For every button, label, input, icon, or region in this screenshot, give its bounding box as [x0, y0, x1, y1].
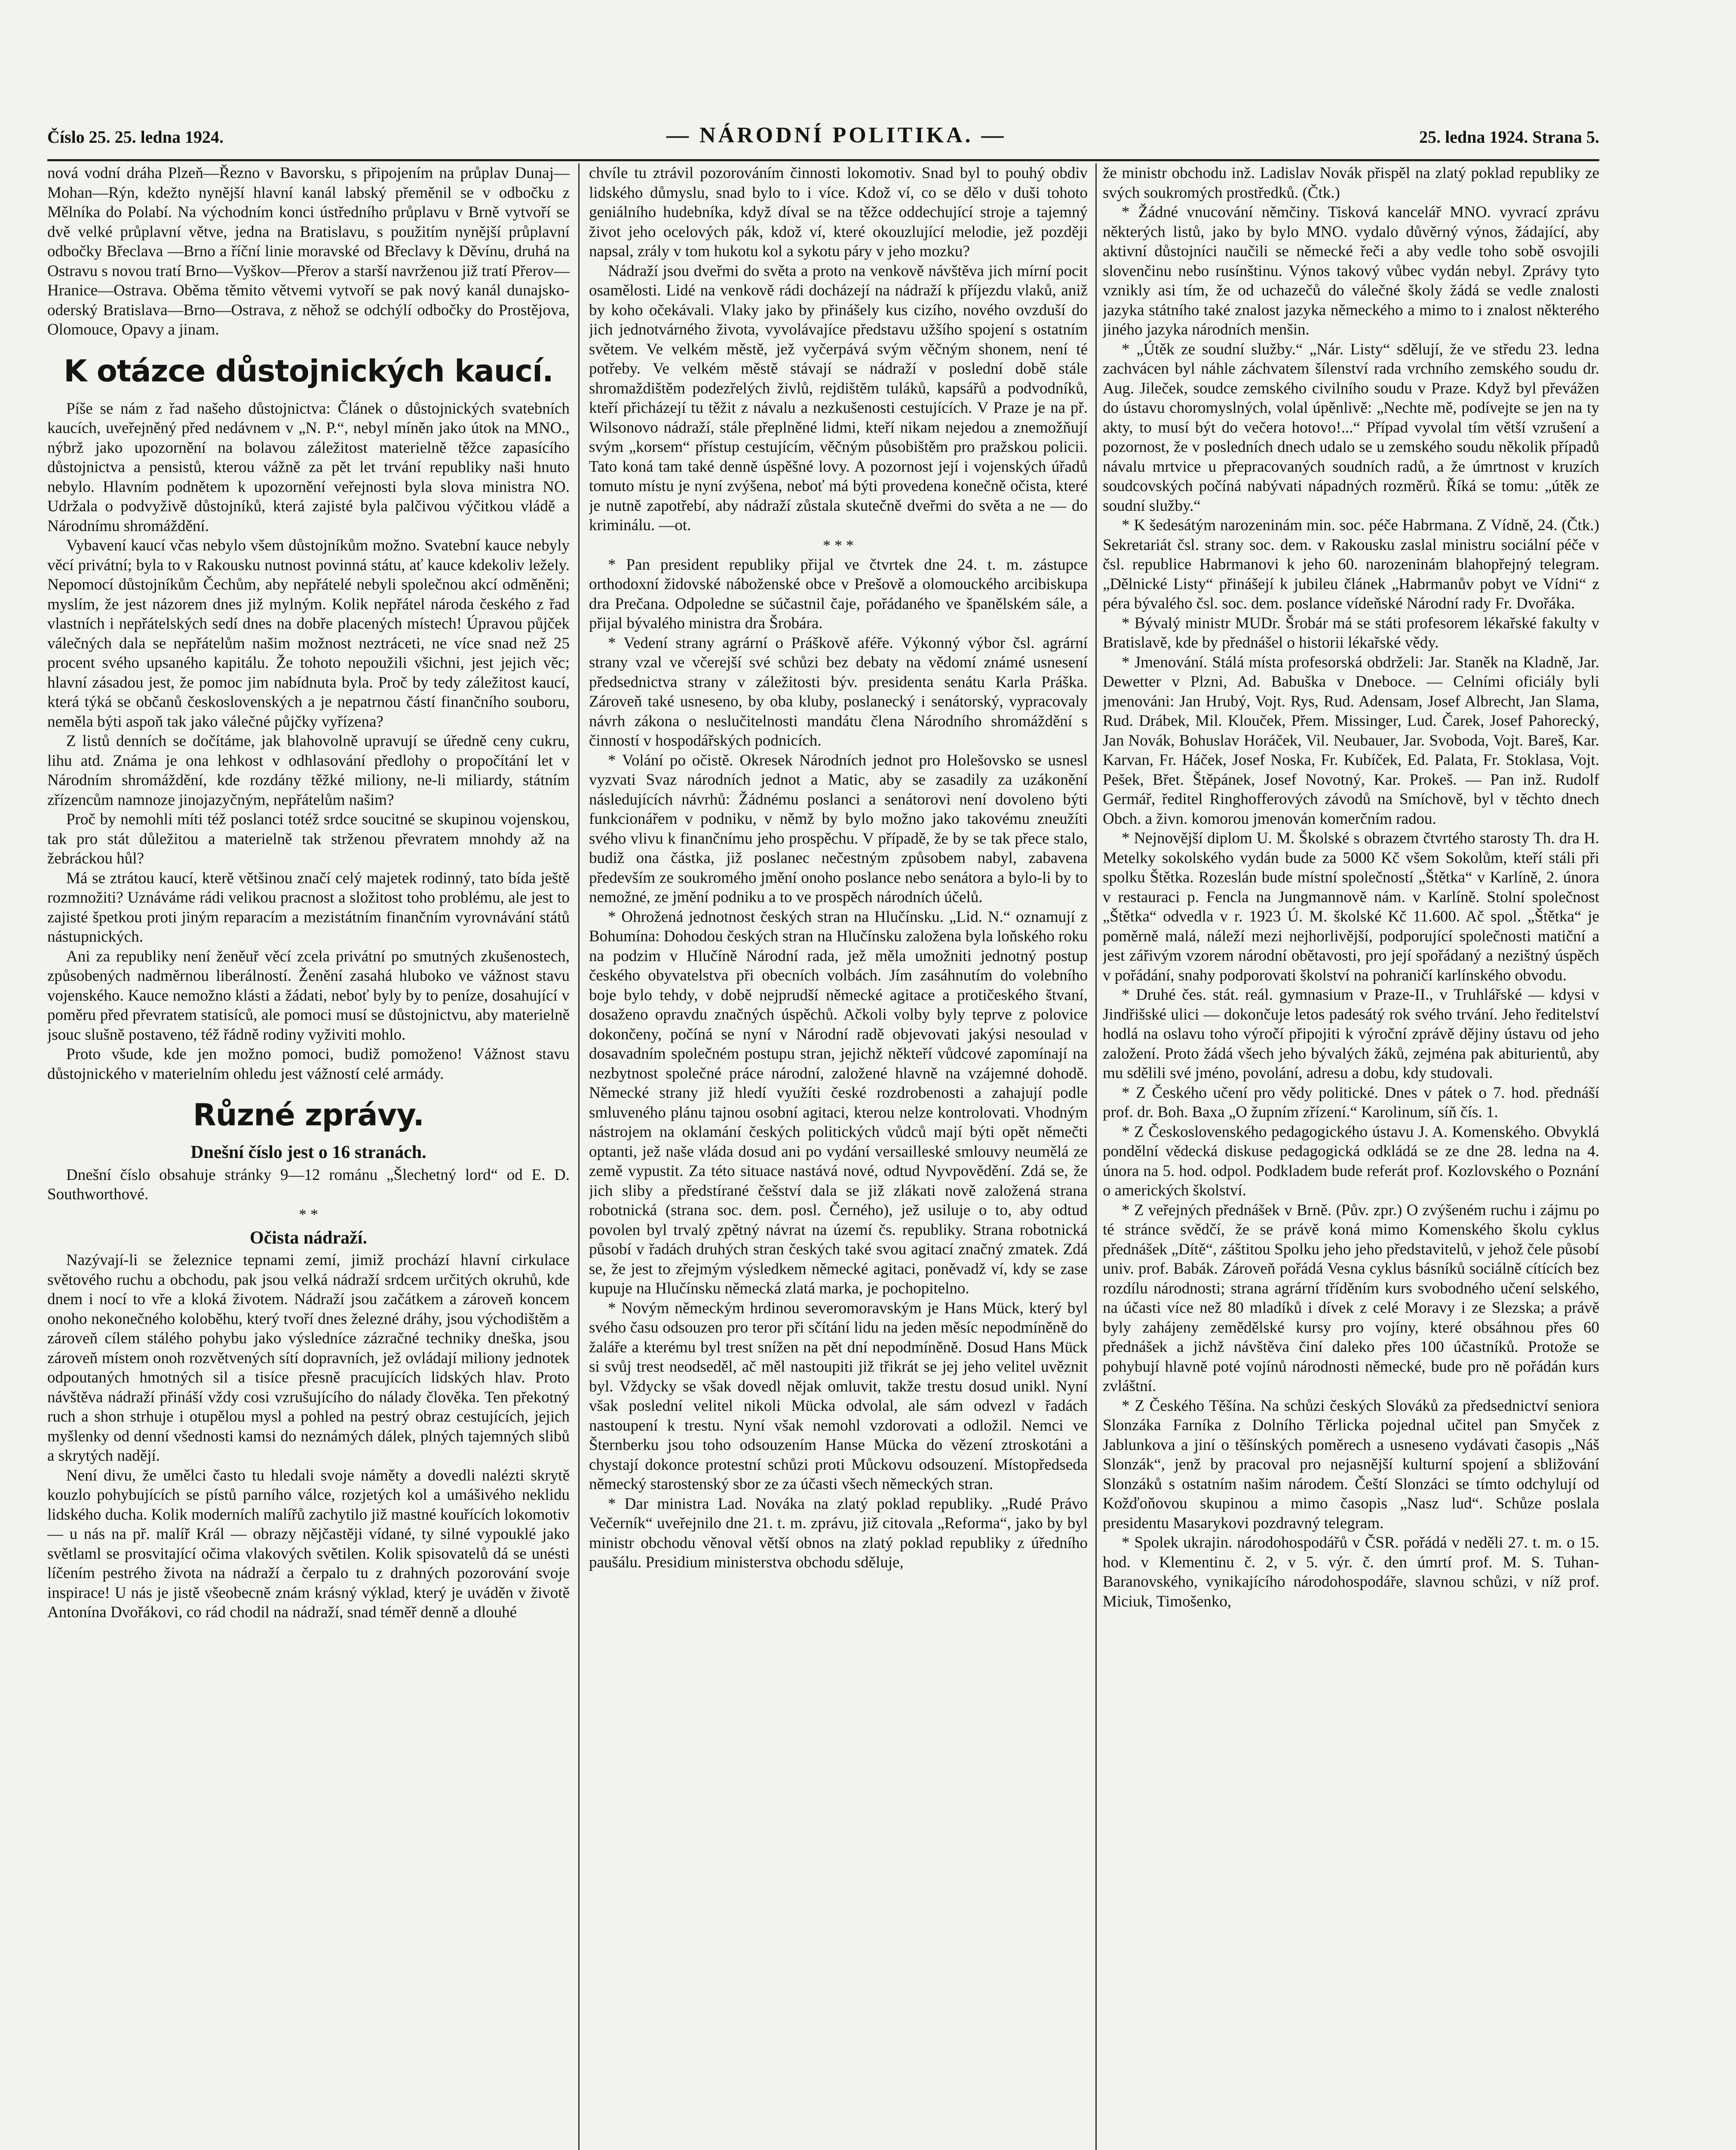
paragraph: že ministr obchodu inž. Ladislav Novák přispěl na zlatý poklad republiky ze svých soukromých prostředků. (Čtk.): [1103, 164, 1599, 202]
news-item: * Novým německým hrdinou severomoravským je Hans Mück, který byl svého času odsouzen pro teror při sčítání lidu na jeden měsíc nepodmíněně do žaláře a kterému byl trest snížen na pět dní nepodmíněně. Dosud Hans Mück si svůj trest neodseděl, ač měl nastoupiti již třikrát se jej jeho velitel uvěznit byl. Vždycky se však dovedl nějak omluvit, takže trestu dosud unikl. Nyní však poslední velitel nikoli Mücka odvolal, ale sám odvezl v řadách nastoupení k trestu. Nyní však nemohl vzdorovati a odložil. Nemci ve Šternberku jsou toho odsouzením Hanse Mücka do vězení ztroskotáni a chystají dokonce protestní schůzi proti Můckovu odsouzení. Místopředseda německý starostenský sbor ze za účasti všech německých stran.: [589, 1299, 1088, 1493]
separator-stars: * * *: [823, 536, 854, 554]
news-item: * Pan president republiky přijal ve čtvrtek dne 24. t. m. zástupce orthodoxní židovské náboženské obce v Prešově a olomouckého arcibiskupa dra Prečana. Odpoledne se súčastnil čaje, pořádaného ve španělském sále, a přijal bývalého ministra dra Šrobára.: [589, 556, 1088, 632]
column-2: [589, 163, 1088, 2150]
news-item: * Nejnovější diplom U. M. Školské s obrazem čtvrtého starosty Th. dra H. Metelky sokolského vydán bude za 5000 Kč všem Sokolům, kteří stáli při spolku Štětka. Rozeslán bude místní společností „Štětka“ v Karlíně, 2. února v restauraci p. Fencla na Jungmannově nám. v Karlíně. Stolní společnost „Štětka“ odvedla v r. 1923 Ú. M. školské Kč 11.600. Ač spol. „Štětka“ je poměrně malá, náleží mezi nejhorlivější, podporující společnosti matiční a jest zářivým vzorem národní obětavosti, pro její spořádaný a nezištný úspěch v pořádání, snahy podporovati školství na pohraničí karlínského obvodu.: [1103, 829, 1599, 984]
news-item: * Dar ministra Lad. Nováka na zlatý poklad republiky. „Rudé Právo Večerník“ uveřejnilo dne 21. t. m. zprávu, již citovala „Reforma“, jako by byl ministr obchodu věnoval větší obnos na zlatý poklad republiky z úředního paušálu. Presidium ministerstva obchodu sděluje,: [589, 1495, 1088, 1571]
separator-stars: * *: [299, 1205, 318, 1223]
paragraph: Má se ztrátou kaucí, kterě většinou značí celý majetek rodinný, tato bída ještě rozmnožiti? Uznáváme rádi velikou pracnost a složitost toho problému, ale jest to zajisté špetkou proti jiným reparacím a mezistátním finančním vyrovnávání států nástupnických.: [47, 869, 570, 946]
paragraph: nová vodní dráha Plzeň—Řezno v Bavorsku, s připojením na průplav Dunaj—Mohan—Rýn, kdežto nynější hlavní kanál labský přeměnil se v odbočku z Mělníka do Polabí. Na východním konci ústředního průplavu v Brně vytvoří se dvě velké průplavní větve, jedna na Bratislavu, s použitím nynější průplavní odbočky Břeclava —Brno a říční linie moravské od Břeclavy k Děvínu, druhá na Ostravu s novou tratí Brno—Vyškov—Přerov a starší navrženou již tratí Přerov—Hranice—Ostrava. Oběma těmito větvemi vytvoří se pak nový kanál dunajsko-oderský Bratislava—Brno—Ostrava, z něhož se odchýlí odbočky do Prostějova, Olomouce, Opavy a jinam.: [47, 164, 570, 338]
paragraph: chvíle tu ztrávil pozorováním činnosti lokomotiv. Snad byl to pouhý obdiv lidského důmyslu, snad bylo to i více. Kdož ví, co se dělo v duši tohoto geniálního hudebníka, když díval se na těžce oddechující stroje a tajemný život jeho ocelových pák, kdož ví, které okouzlující melodie, jež později napsal, zrály v tom hukotu kol a sykotu páry v jeho mozku?: [589, 164, 1088, 260]
paragraph: Proč by nemohli míti též poslanci totéž srdce soucitné se skupinou vojenskou, tak pro stát důležitou a materielně tak strženou převratem mnohdy až na žebráckou hůl?: [47, 811, 570, 867]
notice-heading: Dnešní číslo jest o 16 stranách.: [190, 1143, 426, 1162]
news-item: * Z Československého pedagogického ústavu J. A. Komenského. Obvyklá pondělní vědecká diskuse pedagogická odkládá se ze dne 28. ledna na 4. února na 5. hod. odpol. Podkladem bude referát prof. Kozlovského o Poznání o amerických školství.: [1103, 1123, 1599, 1199]
paragraph: Z listů denních se dočítáme, jak blahovolně upravují se úředně ceny cukru, lihu atd. Známa je ona lehkost v odhlasování předlohy o propočítání let v Národním shromáždění, kde rozdány těžké miliony, ne-li miliardy, státním zřízencům namnoze jinojazyčným, nepřátelům našim?: [47, 732, 570, 809]
news-item: * Volání po očistě. Okresek Národních jednot pro Holešovsko se usnesl vyzvati Svaz národních jednot a Matic, aby se zasadily za uzákonění následujících návrhů: Žádnému poslanci a senátorovi není dovoleno býti funkcionářem v podniku, v němž by bylo možno jako takovému zneužíti svého vlivu k finančnímu jeho prospěchu. V případě, že by se tak přece stalo, budiž ona částka, již poslanec nečestným způsobem nabyl, zabavena především ze soukromého jmění onoho poslance nebo senátora a bylo-li by to nemožné, ze jmění podniku a to ve prospěch národních účelů.: [589, 751, 1088, 906]
news-item: * „Útěk ze soudní služby.“ „Nár. Listy“ sdělují, že ve středu 23. ledna zachvácen byl náhle záchvatem šílenství rada vrchního zemského soudu dr. Aug. Jileček, soudce zemského civilního soudu v Praze. Když byl převážen do ústavu choromyslných, volal úpěnlivě: „Nechte mě, podívejte se jen na ty akty, to musí být do večera hotovo!...“ Případ vyvolal tím větší vzrušení a pozornost, že v posledních dnech udalo se u zemského soudu několik případů návalu mrtvice u přepracovaných soudních radů, a že úmrtnost v kruzích soudcovských počíná nabývati nápadných rozměrů. Říká se tomu: „útěk ze soudní služby.“: [1103, 340, 1599, 515]
news-item: * Ohrožená jednotnost českých stran na Hlučínsku. „Lid. N.“ oznamují z Bohumína: Dohodou českých stran na Hlučínsku založena byla loňského roku na podzim v Hlučíně Národní rada, jež měla umožniti jednotný postup českého obyvatelstva při obecních volbách. Jím zasáhnutím do volebního boje bylo tehdy, v době nejprudší německé agitace a protičeského štvaní, dosaženo opravdu značných úspěchů. Ačkoli volby byly teprve z polovice dokončeny, počíná se nyní v Národní radě objevovati jakýsi nesoulad v dosavadním společném postupu stran, jejichž někteří vůdcové zapomínají na nezbytnost společné práce národní, založené hlavně na vzájemné dohodě. Německé strany již hledí využíti české rozdrobenosti a zahajují podle smluveného plánu tajnou osobní agitaci, kterou nelze kontrolovati. Vhodným nástrojem na oklamání českých politických vůdců mají býti opět němečti optanti, jež naše vláda dosud ani po vydání versailleské smlouvy neumělá ze země vypustit. Za této situace nastává nové, odtud Nyvpovědění. Zdá se, že jich sliby a předstírané češství dala se již zlákati nově založená strana robotnická (strana soc. dem. posl. Černého), jež usiluje o to, aby odtud povolen byl trvalý zpětný návrat na území čs. republiky. Strana robotnická působí v řadách druhých stran českých také svou agitací značný zmatek. Zdá se, že jest to zřejmým výsledkem německé agitaci, poněvadž ví, kdy se zase kupuje na Hlučínsku německá zlatá marka, je pochopitelno.: [589, 908, 1088, 1297]
paragraph: Nádraží jsou dveřmi do světa a proto na venkově návštěva jich mírní pocit osamělosti. Lidé na venkově rádi docházejí na nádraží k příjezdu vlaků, aniž by koho očekávali. Vlaky jako by přinášely kus cizího, nového ovzduší do jich jednotvárného života, vyvolávajíce představu užšího spojení s ostatním světem. Ve velkém městě, jež vyčerpává svým věčným shonem, není té potřeby. Ve velkém městě stávají se nádraží v poslední době stále shromaždištěm podezřelých živlů, rejdištěm tuláků, kapsářů a podvodníků, kteří přicházejí tu těžit z návalu a nezkušenosti cestujících. V Praze je na př. Wilsonovo nádraží, stále přeplněné lidmi, kteří nikam nejedou a znemožňují svým „korsem“ přístup cestujícím, věčným působištěm pro pražskou policii. Tato koná tam také denně úspěšné lovy. A pozornost její i vojenských úřadů tomuto místu je nyní zvýšena, neboť má býti provedena konečně očista, které je nutně zapotřebí, aby nádraží zůstala skutečně dveřmi do světa a ne — do kriminálu. —ot.: [589, 262, 1088, 534]
paragraph: Ani za republiky není ženěuř věcí zcela privátní po smutných zkušenostech, způsobených nadměrnou liberálností. Ženění zasahá hluboko ve vážnost stavu vojenského. Kauce nemožno klásti a žádati, neboť byly by to peníze, dosahující v poměru před převratem statisíců, ale pomoci musí se důstojnictvu, aby materielně jsouc slušně postaveno, též řádně rodiny vyživiti mohlo.: [47, 947, 570, 1044]
paragraph: Nazývají-li se železnice tepnami zemí, jimiž prochází hlavní cirkulace světového ruchu a obchodu, pak jsou velká nádraží srdcem určitých okruhů, kde dnem i nocí to vře a kloká životem. Nádraží jsou začátkem a zároveň koncem onoho nekonečného koloběhu, který tvoří dnes železné dráhy, jsou východištěm a zároveň cílem stálého pohybu jako výsledníce zázračné techniky dneška, jsou zároveň místem onoh rozvětvených sítí dopravních, jež ovládají miliony jednotek odpoutaných hmotných sil a tisíce přesně pracujících lidských hlav. Proto návštěva nádraží přináší vždy cosi vzrušujícího do nálady člověka. Ten překotný ruch a shon strhuje i otupělou mysl a pohled na pestrý obraz cestujících, jejich myšlenky od denní všednosti kamsi do neznámých dálek, plných tajemných slibů a skrytých nadějí.: [47, 1251, 570, 1465]
paragraph: Není divu, že umělci často tu hledali svoje náměty a dovedli nalézti skrytě kouzlo pohybujících se pístů parního válce, rozjetých kol a umášivého neklidu lidského ducha. Kolik moderních malířů zachytilo již mastné kouřících lokomotiv — u nás na př. malíř Král — obrazy nějčastěji vídané, ty silné vypouklé jako světlaml se prosvitající očima vlakových světilen. Kolik spisovatelů dá se unésti líčením pestrého života na nádraží a čerpalo tu z drahných pozorování svoje inspirace! U nás je jistě všeobecně znám krásný výklad, který je uváděn v životě Antonína Dvořákovi, co rád chodil na nádraží, snad téměř denně a dlouhé: [47, 1466, 570, 1621]
paragraph: Dnešní číslo obsahuje stránky 9—12 románu „Šlechetný lord“ od E. D. Southworthové.: [47, 1166, 570, 1203]
news-item: * K šedesátým narozeninám min. soc. péče Habrmana. Z Vídně, 24. (Čtk.) Sekretariát čsl. strany soc. dem. v Rakousku zaslal ministru sociální péče v čsl. republice Habrmanovi k jeho 60. narozeninám blahopřejný telegram. „Dělnické Listy“ přinášejí k jubileu článek „Habrmanův pobyt ve Vídni“ z péra bývalého čsl. soc. dem. poslance vídeňské Národní rady Fr. Dvořáka.: [1103, 516, 1599, 612]
paragraph: Proto všude, kde jen možno pomoci, budiž pomoženo! Vážnost stavu důstojnického v materielním ohledu jest vážností celé armády.: [47, 1045, 570, 1083]
page-header: [47, 123, 1599, 153]
news-item: * Z veřejných přednášek v Brně. (Pův. zpr.) O zvýšeném ruchu i zájmu po té stránce svědčí, že se právě koná mimo Komenského školu cyklus přednášek „Dítě“, záštitou Spolku jeho jeho představitelů, v jehož čele působí univ. prof. Babák. Zároveň pořádá Vesna cyklus básníků sociálně cítících bez rozdílu národnosti; strana agrární tříděním kurs svobodného učení selského, na účasti více než 80 mladíků i dívek z celé Moravy i ze Slezska; a právě byly zahájeny zemědělské kursy pro vojíny, které obsáhnou přes 60 přednášek a jichž návštěva činí daleko přes 100 účastníků. Protože se pohybují hlavně poté vojínů národnosti německé, bude pro ně pořádán kurs zvláštní.: [1103, 1201, 1599, 1395]
news-item: * Bývalý ministr MUDr. Šrobár má se státi profesorem lékařské fakulty v Bratislavě, kde by přednášel o historii lékařské vědy.: [1103, 614, 1599, 651]
news-item: * Z Českého učení pro vědy politické. Dnes v pátek o 7. hod. přednáší prof. dr. Boh. Baxa „O župním zřízení.“ Karolinum, síň čís. 1.: [1103, 1084, 1599, 1121]
article-heading: Očista nádraží.: [250, 1228, 367, 1248]
news-item: * Spolek ukrajin. národohospodářů v ČSR. pořádá v neděli 27. t. m. o 15. hod. v Klementinu č. 2, v 5. výr. č. den úmrtí prof. M. S. Tuhan-Baranovského, vynikajícího národohospodáře, slavnou schůzi, v níž prof. Miciuk, Timošenko,: [1103, 1534, 1599, 1610]
news-item: * Jmenování. Stálá místa profesorská obdrželi: Jar. Staněk na Kladně, Jar. Dewetter v Plzni, Ad. Babuška v Dneboce. — Celními oficiály byli jmenováni: Jan Hrubý, Vojt. Rys, Rud. Adensam, Josef Albrecht, Jan Slama, Rud. Drábek, Mil. Klouček, Přem. Missinger, Lud. Čarek, Josef Pahorecký, Jan Novák, Bohuslav Horáček, Vil. Neubauer, Jar. Svoboda, Vojt. Bareš, Kar. Karvan, Fr. Háček, Josef Noska, Fr. Kubíček, Ed. Palata, Fr. Stoklasa, Vojt. Pešek, Břet. Štěpánek, Josef Novotný, Kar. Prokeš. — Pan inž. Rudolf Germář, ředitel Ringhofferových závodů na Smíchově, byl v těchto dnech Obch. a živn. komorou jmenován komerčním radou.: [1103, 653, 1599, 828]
newspaper-title: — NÁRODNÍ POLITIKA. —: [666, 123, 1006, 147]
paragraph: Píše se nám z řad našeho důstojnictva: Článek o důstojnických svatebních kaucích, uveřejněný před nedávnem v „N. P.“, nebyl míněn jako útok na MNO., nýbrž jako upozornění na bolavou záležitost materielně těžce zapasícího důstojnictva a pensistů, kterou vážně za pět let trvání republiky naši hnuto nebylo. Hlavním podnětem k upozornění veřejnosti byla slova ministra NO. Udržala o podvyživě důstojníků, která zajisté byla palčivou výčitkou vládě a Národnímu shromáždění.: [47, 399, 570, 535]
column-divider: [578, 163, 580, 2150]
paragraph: Vybavení kaucí včas nebylo všem důstojníkům možno. Svatební kauce nebyly věcí privátní; byla to v Rakousku nutnost povinná státu, ať kauce kdekoliv ležely. Nepomocí důstojníkům Čechům, aby nepřátelé nebyli společnou akcí odměněni; myslím, že jest názorem dnes již mylným. Kolik nepřátel národa českého z řad vlastních i nepřátelských sedí dnes na dobře placených místech! Úpravou půjček válečných dala se nepřátelům našim možnost neztráceti, ne více snad než 25 procent svého upsaného kapitálu. Že tohoto nepoužili všichni, jest jejich věc; hlavní zásadou jest, že pomoc jim nabídnuta byla. Proč by tedy záležitost kaucí, která týká se občanů československých a je nepatrnou částí finančního souboru, neměla býti aspoň tak jako válečné půjčky vyřízena?: [47, 537, 570, 731]
column-divider: [1095, 163, 1097, 2150]
column-3: [1103, 163, 1599, 2150]
column-1: [47, 163, 570, 2150]
date-and-page: 25. ledna 1924. Strana 5.: [1419, 127, 1599, 147]
article-heading: K otázce důstojnických kaucí.: [64, 353, 553, 389]
news-item: * Žádné vnucování němčiny. Tisková kancelář MNO. vyvrací zprávu některých listů, jako by bylo MNO. vydalo důvěrný výnos, žádající, aby aktivní důstojníci naučili se německé řeči a aby vedle toho sobě osvojili slovenčinu nebo rusínštinu. Výnos takový vůbec vydán nebyl. Zprávy tyto vznikly asi tím, že od uchazečů do válečné školy žádá se vedle znalosti jazyka státního také znalost jazyka německého a mimo to i znalost některého jiného jazyka národních menšin.: [1103, 203, 1599, 338]
news-item: * Z Českého Těšína. Na schůzi českých Slováků za předsednictví seniora Slonzáka Farníka z Dolního Těrlicka pojednal učitel pan Smyček z Jablunkova a jiní o těšínských poměrech a usneseno vydávati časopis „Náš Slonzák“, jenž by pracoval pro nejasnější kulturní spojení a sbližování Slonzáků s ostatním našim národem. Čeští Slonzáci se tímto odchylují od Kožďoňovou skupinou a mimo časopis „Nasz lud“. Schůze poslala presidentu Masarykovi pozdravný telegram.: [1103, 1397, 1599, 1532]
news-item: * Vedení strany agrární o Práškově aféře. Výkonný výbor čsl. agrární strany vzal ve včerejší své schůzi bez debaty na vědomí známé usnesení předsednictva strany v záležitosti býv. presidenta senátu Karla Práška. Zároveň také usneseno, by oba kluby, poslanecký i senátorský, vypracovaly návrh zákona o neslučitelnosti mandátu člena Národního shromáždění s činností v hospodářských podnicích.: [589, 634, 1088, 749]
issue-number: Číslo 25. 25. ledna 1924.: [47, 127, 224, 147]
news-item: * Druhé čes. stát. reál. gymnasium v Praze-II., v Truhlářské — kdysi v Jindřišské ulici — dokončuje letos padesátý rok svého trvání. Jeho ředitelství hodlá na oslavu toho výročí připojiti k výroční zprávě dějiny ústavu od jeho založení. Proto žádá všech jeho bývalých žáků, zejména pak abiturientů, aby mu sdělili své jméno, povolání, adresu a dobu, kdy studovali.: [1103, 986, 1599, 1082]
section-heading: Různé zprávy.: [193, 1097, 424, 1133]
header-rule: [47, 159, 1599, 161]
